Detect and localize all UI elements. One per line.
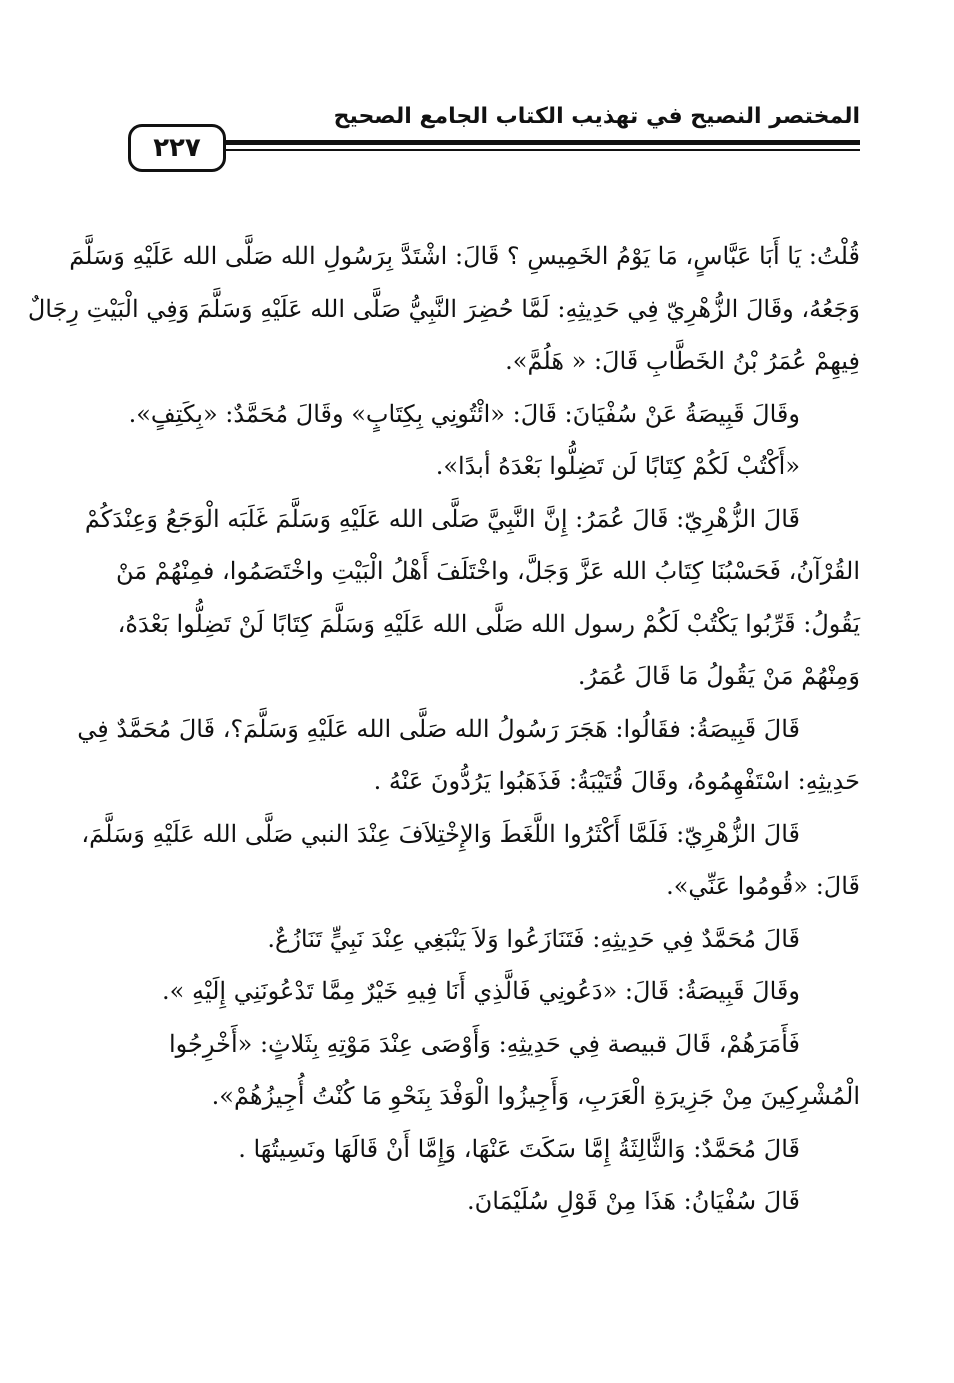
text-line: حَدِيثِهِ: اسْتَفْهِمُوهُ، وقَالَ قُتَيْبَةُ: فَذَهَبُوا يَرُدُّونَ عَنْهُ . — [373, 767, 860, 795]
page-header — [128, 100, 860, 180]
page-number: ٢٢٧ — [153, 133, 201, 163]
text-line: وَجَعُهُ، وقَالَ الزُّهْرِيّ فِي حَدِيثِهِ: لَمَّا حُضِرَ النَّبِيُّ صَلَّى الله عَلَيْهِ وَسَلَّمَ وَفِي الْبَيْتِ رِجَالٌ — [27, 294, 860, 323]
text-line: وَمِنْهُمْ مَنْ يَقُولُ مَا قَالَ عُمَرُ. — [577, 662, 860, 690]
body-text — [27, 230, 860, 1228]
text-line: قَالَ الزُّهْرِيّ: قَالَ عُمَرُ: إِنَّ النَّبِيَّ صَلَّى الله عَلَيْهِ وَسَلَّمَ غَلَبَه الْوَجَعُ وَعِنْدَكُمْ — [84, 504, 800, 533]
text-line: قَالَ مُحَمَّدٌ: وَالثَّالِثَةُ إِمَّا سَكَتَ عَنْهَا، وَإِمَّا أَنْ قَالَهَا ونَسِيتُهَا . — [238, 1134, 800, 1163]
text-line: قَالَ سُفْيَانُ: هَذَا مِنْ قَوْلِ سُلَيْمَانَ. — [467, 1187, 800, 1215]
text-line: قُلْتُ: يَا أَبَا عَبَّاسٍ، مَا يَوْمُ الخَمِيسِ ؟ قَالَ: اشْتَدَّ بِرَسُولِ الله صَلَّى الله عَلَيْهِ وَسَلَّمَ — [69, 242, 860, 270]
text-line: «أَكْتُبْ لَكُمْ كِتَابًا لَن تَضِلُّوا بَعْدَهُ أبدًا». — [435, 452, 800, 480]
text-line: القُرْآنُ، فَحَسْبُنَا كِتَابُ الله عَزَّ وَجَلَّ، واخْتَلَفَ أَهْلُ الْبَيْتِ واخْتَصَمُوا، فمِنْهُمْ مَنْ — [115, 557, 860, 585]
running-title: المختصر النصيح في تهذيب الكتاب الجامع الصحيح — [333, 104, 860, 129]
page-number-box — [128, 124, 226, 172]
header-rule-thick — [224, 140, 860, 145]
text-line: قَالَ مُحَمَّدٌ فِي حَدِيثِهِ: فَتَنَازَعُوا وَلاَ يَنْبَغِي عِنْدَ نَبِيٍّ تَنَازُعٌ. — [267, 924, 800, 953]
text-line: قَالَ: «قُومُوا عَنِّي». — [666, 872, 860, 900]
text-line: وقَالَ قَبِيصَةُ عَنْ سُفْيَانَ: قَالَ: «ائْتُونِي بِكِتَابٍ» وقَالَ مُحَمَّدٌ: «بِكَتِفٍ». — [128, 399, 800, 428]
text-line: يَقُولُ: قَرِّبُوا يَكْتُبْ لَكُمْ رسول الله صَلَّى الله عَلَيْهِ وَسَلَّمَ كِتَابًا لَنْ تَضِلُّوا بَعْدَهُ، — [117, 609, 860, 638]
text-line: قَالَ الزُّهْرِيّ: فَلَمَّا أَكْثَرُوا اللَّغَطَ وَالإِخْتِلاَفَ عِنْدَ النبي صَلَّى الله عَلَيْهِ وَسَلَّمَ، — [81, 819, 800, 848]
text-line: وقَالَ قَبِيصَةُ: قَالَ: «دَعُونِي فَالَّذِي أَنَا فِيهِ خَيْرٌ مِمَّا تَدْعُونَنِي إِلَيْهِ ». — [162, 977, 800, 1005]
text-line: قَالَ قَبِيصَةُ: فقَالُوا: هَجَرَ رَسُولُ الله صَلَّى الله عَلَيْهِ وَسَلَّمَ؟، قَالَ مُحَمَّدٌ فِي — [77, 714, 800, 743]
text-line: فِيهِمْ عُمَرُ بْنُ الخَطَّابِ قَالَ: « هَلُمَّ». — [505, 347, 860, 375]
text-line: الْمُشْرِكِينَ مِنْ جَزِيرَةِ الْعَرَبِ، وَأَجِيزُوا الْوَفْدَ بِنَحْوِ مَا كُنْتُ أُجِيزُهُمْ». — [211, 1082, 860, 1110]
text-line: فَأَمَرَهُمْ، قَالَ قبيصة فِي حَدِيثِهِ: وَأَوْصَى عِنْدَ مَوْتِهِ بِثَلاثٍ: «أَخْرِجُوا — [168, 1029, 800, 1058]
header-rule-thin — [224, 149, 860, 151]
